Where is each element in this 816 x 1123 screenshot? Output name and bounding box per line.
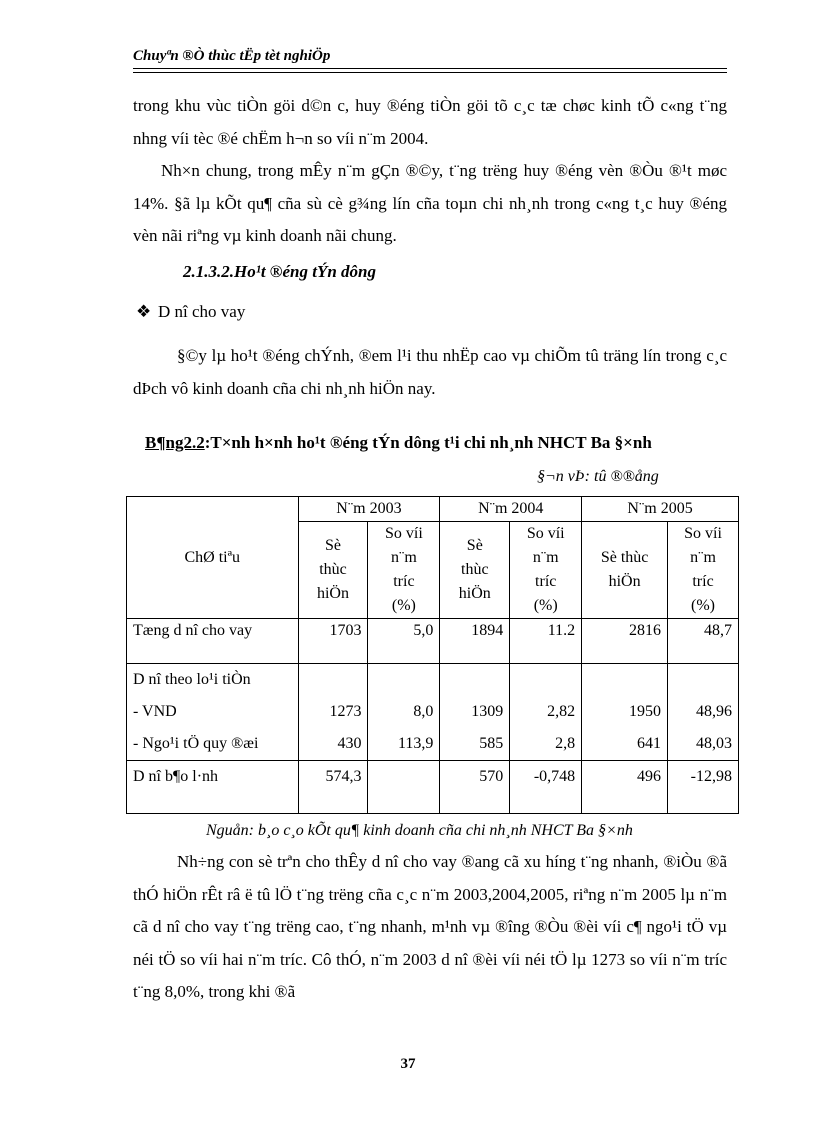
cell: 48,96 48,03 bbox=[668, 664, 739, 761]
bullet-item bbox=[136, 302, 245, 322]
row-label: D nî theo lo¹i tiÒn - VND - Ngo¹i tÖ quy ®æi bbox=[127, 664, 299, 761]
header-criteria: ChØ tiªu bbox=[127, 497, 299, 619]
cell: 1894 bbox=[440, 619, 510, 664]
header-year-2004: N¨m 2004 bbox=[440, 497, 582, 522]
row-label: Tæng d nî cho vay bbox=[127, 619, 299, 664]
cell: 496 bbox=[582, 761, 668, 814]
subheader-actual: Sè thùc hiÖn bbox=[582, 522, 668, 619]
subheader-compare: So víi n¨m tríc (%) bbox=[368, 522, 440, 619]
cell: 11.2 bbox=[510, 619, 582, 664]
row-label: D nî b¶o l·nh bbox=[127, 761, 299, 814]
table-title-label: B¶ng2.2 bbox=[145, 433, 205, 452]
cell: 8,0 113,9 bbox=[368, 664, 440, 761]
table-title bbox=[145, 433, 652, 453]
cell: 48,7 bbox=[668, 619, 739, 664]
table-row-guarantee bbox=[127, 761, 739, 814]
cell: 2,82 2,8 bbox=[510, 664, 582, 761]
paragraph-2: Nh×n chung, trong mÊy n¨m gÇn ®©y, t¨ng trëng huy ®éng vèn ®Òu ®¹t møc 14%. §ã lµ kÕt qu¶ cña sù cè g¾ng lín cña toµn chi nh¸nh trong c«ng t¸c huy ®éng vèn nãi riªng vµ kinh doanh nãi chung. bbox=[133, 161, 727, 245]
cell: 1273 430 bbox=[298, 664, 368, 761]
cell: 2816 bbox=[582, 619, 668, 664]
subheader-actual: Sè thùc hiÖn bbox=[298, 522, 368, 619]
page-number: 37 bbox=[400, 1056, 416, 1072]
header-year-2003: N¨m 2003 bbox=[298, 497, 440, 522]
paragraph-1: trong khu vùc tiÒn göi d©n c, huy ®éng tiÒn göi tõ c¸c tæ chøc kinh tÕ c«ng t¨ng nhng víi tèc ®é chËm h¬n so víi n¨m 2004. bbox=[133, 96, 727, 148]
header-rule-thin bbox=[133, 72, 727, 73]
cell: 1950 641 bbox=[582, 664, 668, 761]
table-row-total bbox=[127, 619, 739, 664]
paragraph-3: §©y lµ ho¹t ®éng chÝnh, ®em l¹i thu nhËp cao vµ chiÕm tû träng lín trong c¸c dÞch vô kinh doanh cña chi nh¸nh hiÖn nay. bbox=[133, 346, 727, 398]
table-header-row bbox=[127, 497, 739, 522]
header-year-2005: N¨m 2005 bbox=[582, 497, 739, 522]
cell: 1309 585 bbox=[440, 664, 510, 761]
table-title-text: :T×nh h×nh ho¹t ®éng tÝn dông t¹i chi nh¸nh NHCT Ba §×nh bbox=[204, 433, 652, 452]
cell: 5,0 bbox=[368, 619, 440, 664]
cell: 574,3 bbox=[298, 761, 368, 814]
credit-table bbox=[126, 496, 739, 814]
cell: 1703 bbox=[298, 619, 368, 664]
cell: -12,98 bbox=[668, 761, 739, 814]
paragraph-4: Nh÷ng con sè trªn cho thÊy d nî cho vay ®ang cã xu híng t¨ng nhanh, ®iÒu ®ã thÓ hiÖn rÊt râ ë tû lÖ t¨ng trëng cña c¸c n¨m 2003,2004,2005, riªng n¨m 2005 lµ n¨m cã d nî cho vay t¨ng trëng cao, t¨ng nhanh, m¹nh vµ ®îng ®Òu ®èi víi c¶ ngo¹i tÖ vµ néi tÖ so víi hai n¨m tríc. Cô thÓ, n¨m 2003 d nî ®èi víi néi tÖ lµ 1273 so víi n¨m tríc t¨ng 8,0%, trong khi ®ã bbox=[133, 852, 727, 1001]
section-subheading: 2.1.3.2.Ho¹t ®éng tÝn dông bbox=[183, 262, 377, 281]
bullet-text: D nî cho vay bbox=[158, 302, 246, 321]
diamond-bullet-icon: ❖ bbox=[136, 302, 152, 321]
header-rule-thick bbox=[133, 68, 727, 69]
table-unit: §¬n vÞ: tû ®®ång bbox=[537, 468, 659, 485]
subheader-compare: So víi n¨m tríc (%) bbox=[510, 522, 582, 619]
table-row-currency bbox=[127, 664, 739, 761]
table-source: Nguån: b¸o c¸o kÕt qu¶ kinh doanh cña chi nh¸nh NHCT Ba §×nh bbox=[206, 822, 633, 839]
cell bbox=[368, 761, 440, 814]
cell: -0,748 bbox=[510, 761, 582, 814]
page-header: Chuyªn ®Ò thùc tËp tèt nghiÖp bbox=[133, 48, 331, 64]
subheader-compare: So víi n¨m tríc (%) bbox=[668, 522, 739, 619]
cell: 570 bbox=[440, 761, 510, 814]
subheader-actual: Sè thùc hiÖn bbox=[440, 522, 510, 619]
